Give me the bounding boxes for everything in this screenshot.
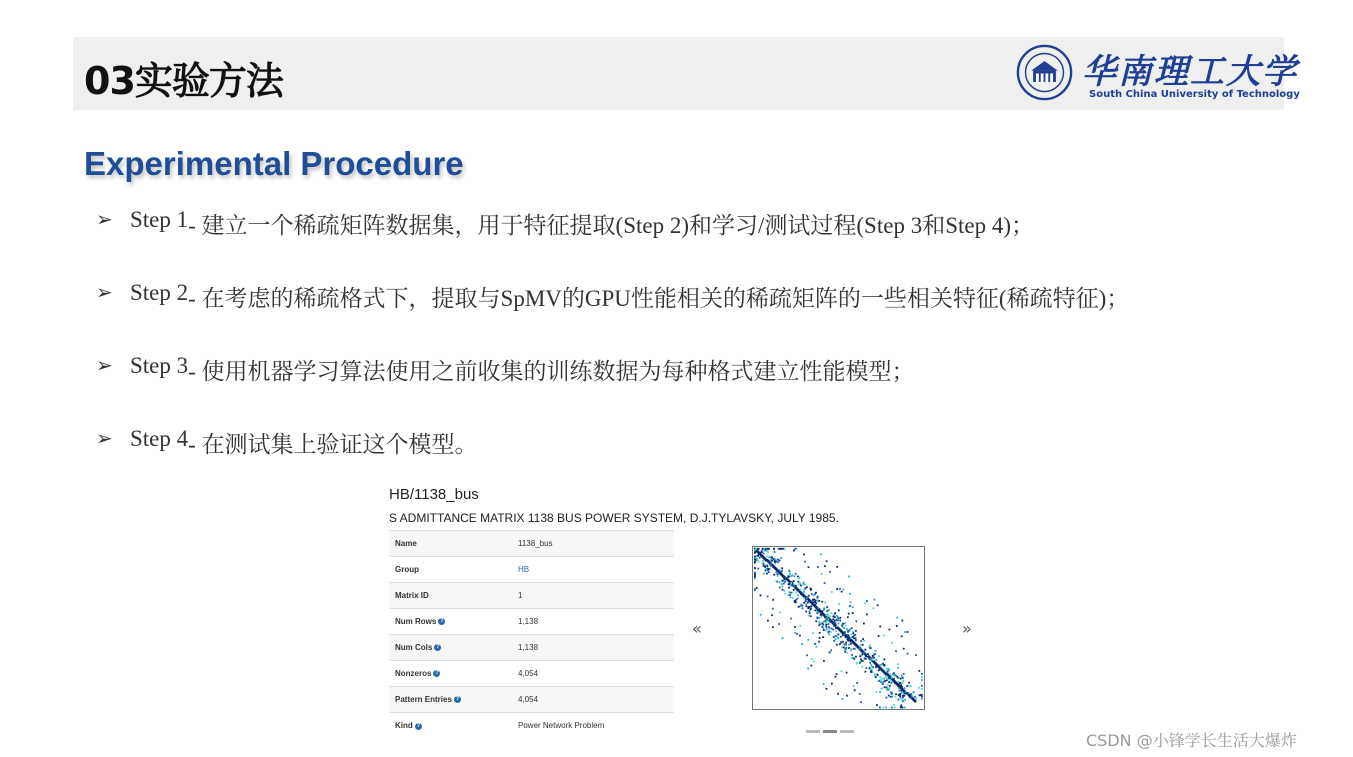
row-value: 1138_bus	[518, 539, 553, 548]
table-row	[389, 609, 674, 635]
carousel-dot[interactable]	[840, 730, 854, 733]
university-seal-icon	[1016, 44, 1073, 101]
row-key-cell	[389, 635, 512, 661]
carousel-next-icon[interactable]: »	[962, 619, 972, 638]
matrix-description: S ADMITTANCE MATRIX 1138 BUS POWER SYSTEM, D.J.TYLAVSKY, JULY 1985.	[389, 511, 839, 525]
arrow-bullet-icon: ➢	[96, 353, 113, 377]
step-text: - 使用机器学习算法使用之前收集的训练数据为每种格式建立性能模型；	[188, 359, 915, 384]
table-row	[389, 557, 674, 583]
step-text: - 在测试集上验证这个模型。	[188, 432, 478, 457]
row-value: 1,138	[518, 617, 539, 626]
table-row	[389, 713, 674, 739]
row-key: Matrix ID	[395, 591, 429, 600]
help-icon[interactable]: ?	[440, 618, 444, 625]
row-key-cell	[389, 661, 512, 687]
step-item	[96, 426, 1129, 499]
step-label: Step 2	[130, 280, 189, 305]
carousel-dot[interactable]	[806, 730, 820, 733]
row-key: Pattern Entries	[395, 695, 452, 704]
row-key: Group	[395, 565, 419, 574]
carousel-dot-active[interactable]	[823, 730, 837, 733]
row-value-link[interactable]: HB	[518, 565, 530, 574]
row-key: Num Cols	[395, 643, 433, 652]
row-key: Nonzeros	[395, 669, 432, 678]
row-value: 4,054	[518, 695, 539, 704]
help-icon[interactable]: ?	[435, 670, 439, 677]
logo-english-name: South China University of Technology	[1089, 89, 1300, 100]
step-label: Step 4	[130, 426, 189, 451]
table-row	[389, 583, 674, 609]
table-row	[389, 661, 674, 687]
row-key-cell	[389, 609, 512, 635]
step-label: Step 3	[130, 353, 189, 378]
carousel-indicators	[806, 730, 854, 733]
step-item	[96, 207, 1129, 280]
carousel-prev-icon[interactable]: «	[692, 619, 702, 638]
watermark: CSDN @小锋学长生活大爆炸	[1086, 731, 1297, 750]
help-icon[interactable]: ?	[436, 644, 440, 651]
arrow-bullet-icon: ➢	[96, 426, 113, 450]
row-key: Name	[395, 539, 417, 548]
steps-list	[96, 207, 1129, 499]
arrow-bullet-icon: ➢	[96, 280, 113, 304]
step-item	[96, 353, 1129, 426]
help-icon[interactable]: ?	[416, 722, 421, 729]
step-item	[96, 280, 1129, 353]
logo-chinese-name: 华南理工大学	[1082, 52, 1298, 92]
help-icon[interactable]: ?	[455, 696, 460, 703]
row-key: Kind	[395, 721, 413, 731]
sparsity-pattern-image	[752, 546, 925, 710]
table-row	[389, 531, 674, 557]
section-subtitle: Experimental Procedure	[84, 145, 464, 182]
matrix-info-table	[389, 530, 674, 739]
step-text: - 在考虑的稀疏格式下，提取与SpMV的GPU性能相关的稀疏矩阵的一些相关特征(稀疏特征)；	[188, 286, 1130, 311]
table-row	[389, 687, 674, 713]
matrix-title: HB/1138_bus	[389, 486, 479, 503]
table-row	[389, 635, 674, 661]
row-value: Power Network Problem	[518, 721, 605, 731]
row-key-cell	[389, 713, 512, 739]
step-label: Step 1	[130, 207, 189, 232]
row-value: 1	[518, 591, 523, 600]
row-key-cell	[389, 687, 512, 713]
row-value: 4,054	[518, 669, 539, 678]
row-value: 1,138	[518, 643, 539, 652]
row-key: Num Rows	[395, 617, 437, 626]
university-logo	[1016, 42, 1300, 104]
arrow-bullet-icon: ➢	[96, 207, 113, 231]
step-text: - 建立一个稀疏矩阵数据集，用于特征提取(Step 2)和学习/测试过程(Step 3和Step 4)；	[188, 213, 1034, 238]
page-title: 03实验方法	[84, 59, 283, 103]
